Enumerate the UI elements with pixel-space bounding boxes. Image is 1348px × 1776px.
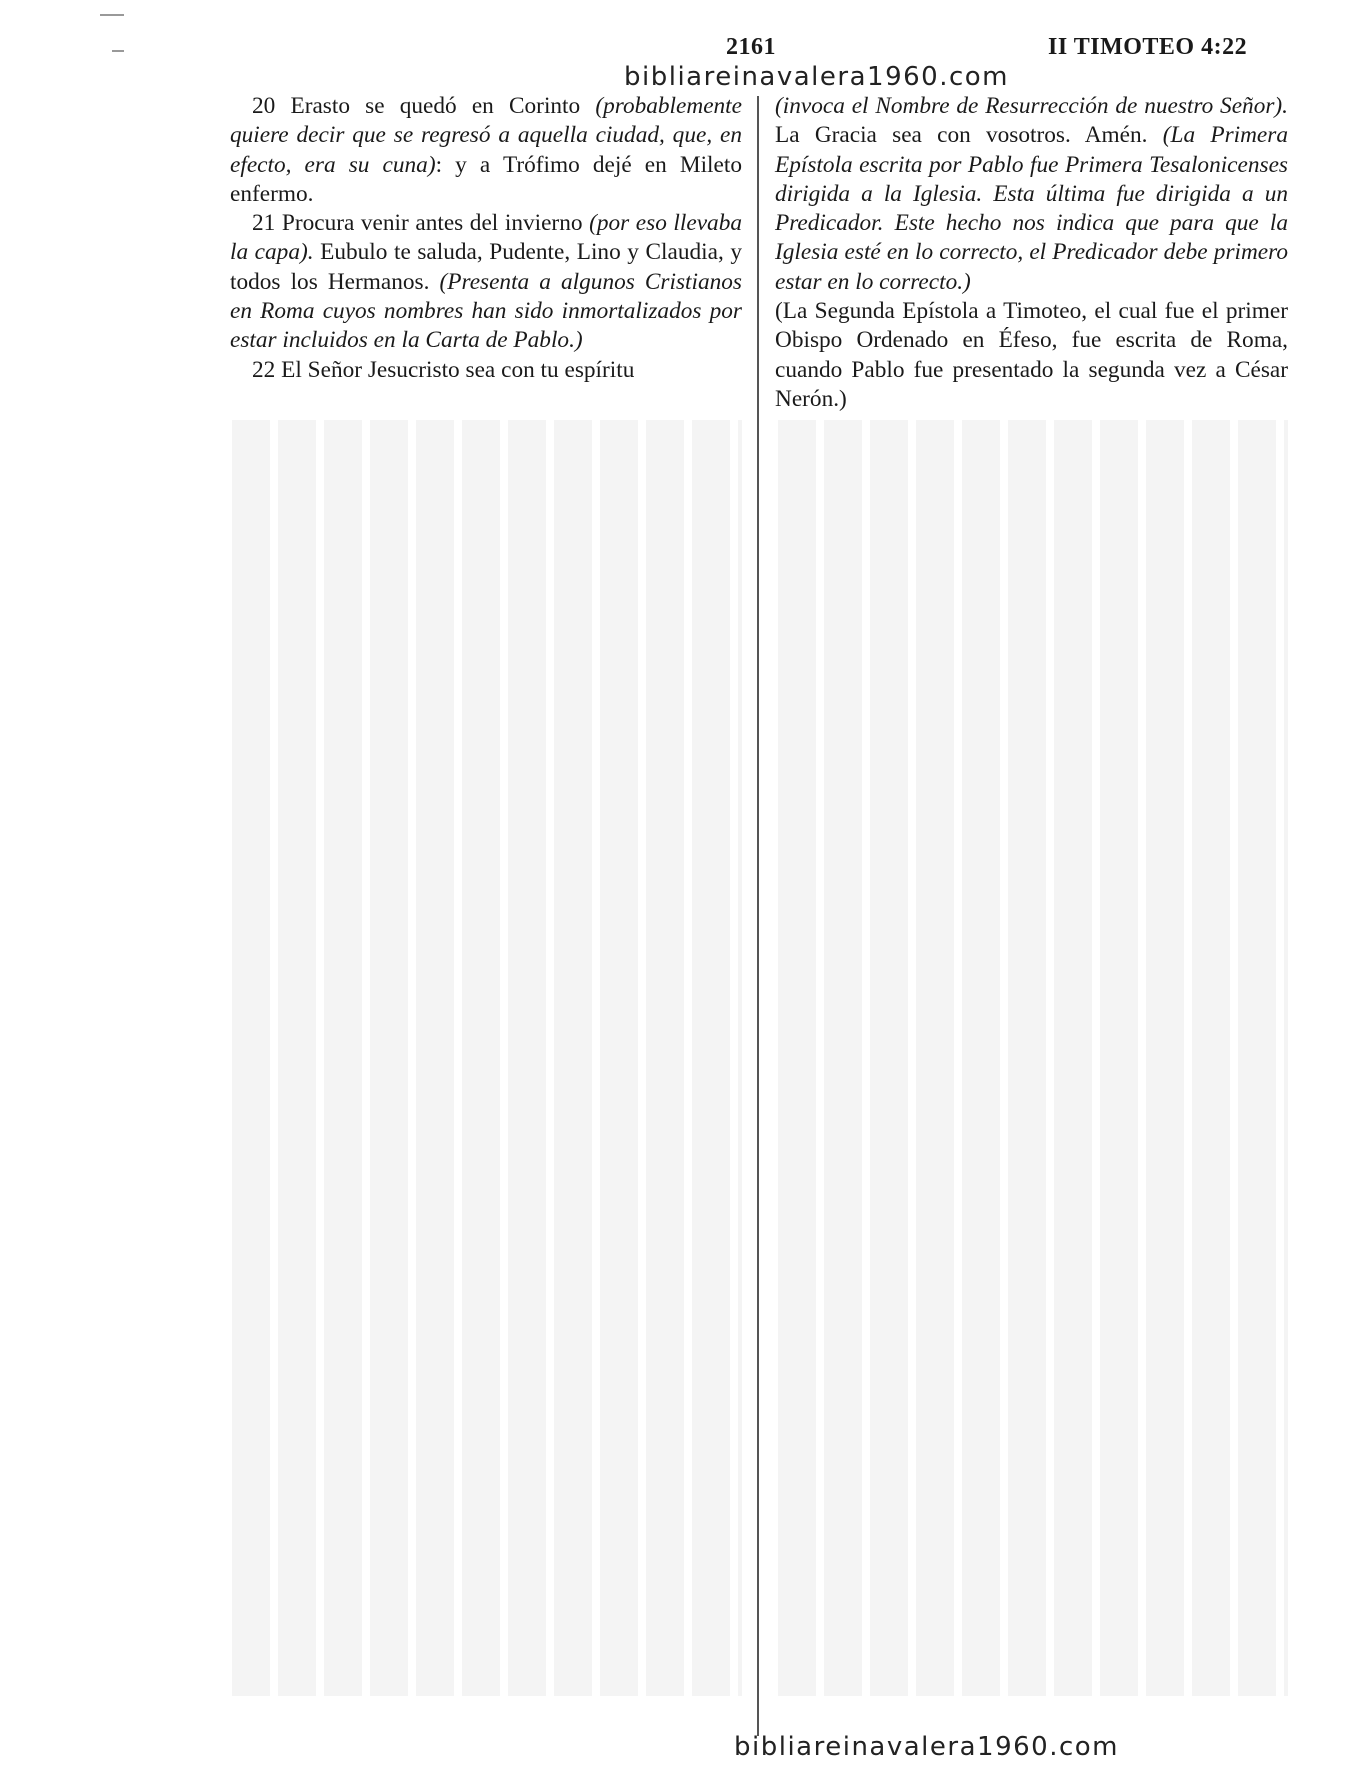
verse-22-text: 22 El Señor Jesucristo sea con tu espíritu — [252, 356, 635, 383]
column-divider — [757, 96, 759, 1736]
verse-20-end: : y a Trófimo dejé en Mileto enfermo. — [230, 151, 742, 207]
verse-21-note: (por eso llevaba la capa). — [230, 210, 742, 266]
left-column — [230, 92, 742, 385]
right-column — [775, 92, 1288, 414]
bleed-through-right — [778, 420, 1288, 1720]
verse-20 — [230, 92, 742, 209]
scan-mark — [112, 50, 124, 52]
verse-20-note: (probablemente quiere decir que se regresó a aquella ciudad, que, en efecto, era su cuna) — [230, 93, 742, 178]
subscription: (La Segunda Epístola a Timoteo, el cual fue el primer Obispo Ordenado en Éfeso, fue escrita de Roma, cuando Pablo fue presentado la segunda vez a César Nerón.) — [775, 298, 1288, 412]
watermark-bottom: bibliareinavalera1960.com — [734, 1732, 1119, 1762]
running-head: II TIMOTEO 4:22 — [1048, 34, 1248, 60]
verse-21-text: 21 Procura venir antes del invierno — [252, 210, 590, 237]
page-number: 2161 — [726, 34, 776, 60]
watermark-top: bibliareinavalera1960.com — [624, 62, 1009, 92]
verse-20-text: 20 Erasto se quedó en Corinto — [252, 93, 596, 119]
verse-22-note: (invoca el Nombre de Resurrección de nuestro Señor). — [775, 93, 1288, 119]
bleed-through-left — [232, 420, 742, 1720]
verse-22-continued — [775, 92, 1288, 297]
verse-21-note2: (Presenta a algunos Cristianos en Roma cuyos nombres han sido inmortalizados por estar incluidos en la Carta de Pablo.) — [230, 268, 742, 354]
verse-21-mid: Eubulo te saluda, Pudente, Lino y Claudia, y todos los Hermanos. — [230, 239, 742, 295]
epistle-commentary: (La Primera Epístola escrita por Pablo fue Primera Tesalonicenses dirigida a la Iglesia. Esta última fue dirigida a un Predicador. Este hecho nos indica que para que la Iglesia esté en lo correcto, el Predicador debe primero estar en lo correcto.) — [775, 122, 1288, 295]
scan-mark — [100, 14, 124, 16]
verse-21 — [230, 209, 742, 355]
verse-22-benediction: La Gracia sea con vosotros. Amén. — [775, 122, 1163, 149]
verse-22 — [230, 356, 742, 385]
